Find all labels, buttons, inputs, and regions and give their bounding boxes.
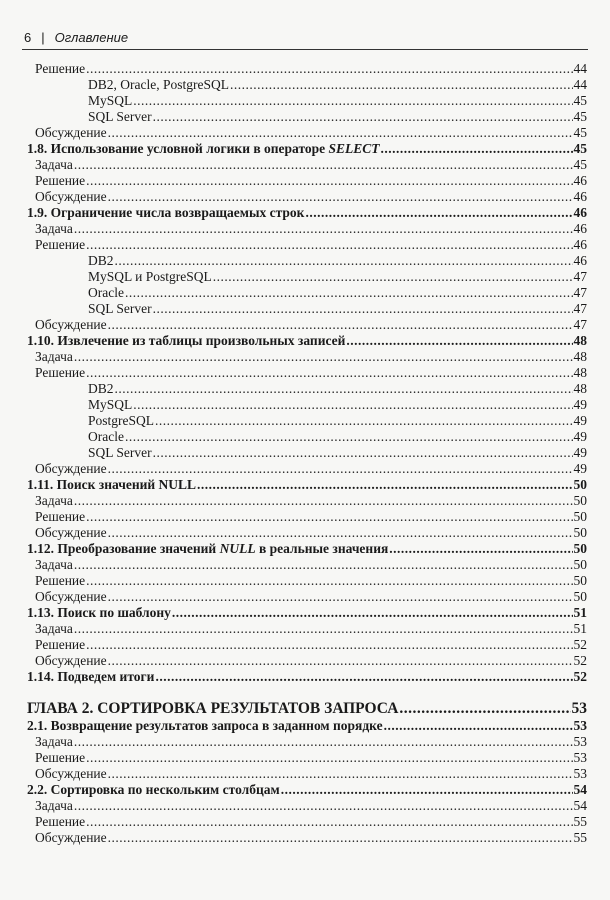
entry-page-number: 50 <box>573 525 587 540</box>
dot-leader <box>108 766 573 782</box>
dot-leader <box>305 205 572 221</box>
entry-text: 1.10. Извлечение из таблицы произвольных записей <box>27 333 346 348</box>
entry-text: ГЛАВА 2. СОРТИРОВКА РЕЗУЛЬТАТОВ ЗАПРОСА <box>27 700 399 717</box>
entry-page-number: 51 <box>573 605 587 620</box>
entry-text: 2.1. Возвращение результатов запроса в заданном порядке <box>27 718 383 733</box>
entry-title <box>35 589 107 605</box>
entry-page-number: 46 <box>573 221 587 236</box>
entry-page-number: 48 <box>573 333 587 348</box>
entry-page-number: 50 <box>573 557 587 572</box>
toc-entry <box>0 317 587 333</box>
toc-section <box>0 669 587 685</box>
entry-text: Oracle <box>88 285 124 300</box>
toc-entry <box>0 798 587 814</box>
toc-entry <box>0 173 587 189</box>
entry-page-number: 45 <box>573 141 587 156</box>
entry-title <box>88 285 124 301</box>
entry-page-number: 48 <box>573 381 587 396</box>
entry-title <box>35 525 107 541</box>
entry-title <box>88 397 132 413</box>
toc-section <box>0 477 587 493</box>
entry-title <box>35 830 107 846</box>
toc-section <box>0 782 587 798</box>
entry-title <box>35 621 73 637</box>
entry-text: Обсуждение <box>35 461 107 476</box>
running-header <box>24 30 128 45</box>
entry-text: Решение <box>35 509 86 524</box>
toc-section <box>0 205 587 221</box>
toc-entry <box>0 493 587 509</box>
toc-section <box>0 141 587 157</box>
toc-entry <box>0 445 587 461</box>
entry-text: SQL Server <box>88 445 152 460</box>
entry-text: 1.12. Преобразование значений <box>27 541 220 556</box>
entry-text: Обсуждение <box>35 830 107 845</box>
toc-entry <box>0 557 587 573</box>
entry-page-number: 49 <box>573 429 587 444</box>
entry-text: 1.8. Использование условной логики в операторе <box>27 141 329 156</box>
entry-page-number: 52 <box>573 669 587 684</box>
toc-entry <box>0 125 587 141</box>
entry-page-number: 52 <box>573 653 587 668</box>
dot-leader <box>172 605 573 621</box>
toc-entry <box>0 461 587 477</box>
toc-entry <box>0 653 587 669</box>
entry-text: Обсуждение <box>35 766 107 781</box>
entry-title <box>27 669 154 685</box>
dot-leader <box>108 317 573 333</box>
entry-title <box>88 301 152 317</box>
toc-section <box>0 718 587 734</box>
entry-page-number: 50 <box>573 541 587 556</box>
toc-entry <box>0 349 587 365</box>
entry-page-number: 52 <box>573 637 587 652</box>
entry-page-number: 54 <box>573 798 587 813</box>
entry-text: Задача <box>35 157 73 172</box>
entry-page-number: 48 <box>573 365 587 380</box>
entry-title <box>88 77 229 93</box>
entry-page-number: 45 <box>573 125 587 140</box>
dot-leader <box>155 669 572 685</box>
entry-page-number: 46 <box>573 173 587 188</box>
dot-leader <box>108 189 573 205</box>
dot-leader <box>86 61 572 77</box>
dot-leader <box>74 798 573 814</box>
entry-text: Обсуждение <box>35 317 107 332</box>
dot-leader <box>389 541 572 557</box>
dot-leader <box>74 221 573 237</box>
dot-leader <box>115 253 573 269</box>
entry-title <box>35 653 107 669</box>
entry-title <box>35 189 107 205</box>
dot-leader <box>108 653 573 669</box>
entry-page-number: 55 <box>573 814 587 829</box>
toc-entry <box>0 589 587 605</box>
entry-page-number: 53 <box>573 734 587 749</box>
entry-text-suffix: в реальные значения <box>255 541 389 556</box>
dot-leader <box>74 349 573 365</box>
entry-title <box>35 317 107 333</box>
entry-page-number: 44 <box>573 77 587 92</box>
entry-title <box>27 541 388 557</box>
entry-page-number: 47 <box>573 301 587 316</box>
dot-leader <box>153 109 573 125</box>
dot-leader <box>74 734 573 750</box>
header-rule <box>22 49 588 50</box>
toc-entry <box>0 413 587 429</box>
dot-leader <box>108 125 573 141</box>
entry-text: Решение <box>35 173 86 188</box>
toc-entry <box>0 750 587 766</box>
entry-title <box>27 333 345 349</box>
entry-text: DB2 <box>88 253 114 268</box>
entry-title <box>35 365 85 381</box>
entry-title <box>35 349 73 365</box>
entry-page-number: 47 <box>573 285 587 300</box>
entry-title <box>88 381 114 397</box>
dot-leader <box>153 445 573 461</box>
entry-text: Решение <box>35 237 86 252</box>
toc-entry <box>0 397 587 413</box>
dot-leader <box>108 461 573 477</box>
entry-text: Задача <box>35 798 73 813</box>
entry-page-number: 53 <box>573 718 587 733</box>
entry-text: Обсуждение <box>35 189 107 204</box>
dot-leader <box>125 285 573 301</box>
toc-entry <box>0 814 587 830</box>
entry-page-number: 46 <box>573 253 587 268</box>
dot-leader <box>74 621 573 637</box>
dot-leader <box>399 699 570 718</box>
dot-leader <box>381 141 573 157</box>
entry-page-number: 47 <box>573 269 587 284</box>
entry-title <box>88 253 114 269</box>
toc-entry <box>0 61 587 77</box>
entry-page-number: 53 <box>571 700 587 717</box>
entry-text: DB2 <box>88 381 114 396</box>
entry-text: Решение <box>35 61 86 76</box>
toc-entry <box>0 766 587 782</box>
entry-text: 1.11. Поиск значений NULL <box>27 477 197 492</box>
toc-entry <box>0 637 587 653</box>
entry-title <box>35 557 73 573</box>
entry-text: Решение <box>35 573 86 588</box>
entry-title <box>35 573 85 589</box>
toc-entry <box>0 573 587 589</box>
toc-entry <box>0 93 587 109</box>
entry-text: DB2, Oracle, PostgreSQL <box>88 77 229 92</box>
entry-title <box>35 734 73 750</box>
entry-title <box>27 205 304 221</box>
entry-text: Задача <box>35 734 73 749</box>
toc-entry <box>0 269 587 285</box>
entry-title <box>35 61 85 77</box>
entry-page-number: 50 <box>573 477 587 492</box>
entry-page-number: 49 <box>573 445 587 460</box>
entry-text: Решение <box>35 365 86 380</box>
dot-leader <box>86 365 572 381</box>
entry-text: MySQL <box>88 397 133 412</box>
table-of-contents <box>0 61 610 846</box>
entry-text: Задача <box>35 349 73 364</box>
dot-leader <box>86 750 572 766</box>
entry-page-number: 47 <box>573 317 587 332</box>
entry-page-number: 49 <box>573 461 587 476</box>
entry-text: Oracle <box>88 429 124 444</box>
entry-page-number: 53 <box>573 766 587 781</box>
header-title: Оглавление <box>54 30 129 45</box>
toc-entry <box>0 285 587 301</box>
entry-title <box>27 477 196 493</box>
dot-leader <box>108 589 573 605</box>
dot-leader <box>86 814 572 830</box>
toc-entry <box>0 365 587 381</box>
dot-leader <box>133 397 572 413</box>
toc-entry <box>0 301 587 317</box>
toc-entry <box>0 109 587 125</box>
entry-text: MySQL и PostgreSQL <box>88 269 212 284</box>
entry-title <box>27 605 171 621</box>
entry-emphasis: NULL <box>219 541 256 556</box>
entry-page-number: 55 <box>573 830 587 845</box>
toc-entry <box>0 157 587 173</box>
entry-page-number: 46 <box>573 237 587 252</box>
entry-text: 1.13. Поиск по шаблону <box>27 605 171 620</box>
toc-entry <box>0 830 587 846</box>
dot-leader <box>153 301 573 317</box>
dot-leader <box>125 429 573 445</box>
entry-page-number: 53 <box>573 750 587 765</box>
entry-text: SQL Server <box>88 301 152 316</box>
dot-leader <box>384 718 573 734</box>
toc-entry <box>0 525 587 541</box>
entry-page-number: 51 <box>573 621 587 636</box>
toc-chapter <box>0 699 587 718</box>
entry-text: Решение <box>35 637 86 652</box>
dot-leader <box>213 269 573 285</box>
entry-page-number: 46 <box>573 189 587 204</box>
dot-leader <box>197 477 572 493</box>
entry-title <box>35 221 73 237</box>
entry-page-number: 45 <box>573 157 587 172</box>
entry-text: Обсуждение <box>35 525 107 540</box>
toc-section <box>0 333 587 349</box>
entry-title <box>35 509 85 525</box>
dot-leader <box>74 157 573 173</box>
entry-title <box>88 109 152 125</box>
toc-entry <box>0 734 587 750</box>
entry-page-number: 48 <box>573 349 587 364</box>
entry-text: 1.14. Подведем итоги <box>27 669 155 684</box>
entry-title <box>35 461 107 477</box>
entry-text: Решение <box>35 814 86 829</box>
dot-leader <box>115 381 573 397</box>
toc-entry <box>0 237 587 253</box>
entry-title <box>27 699 398 718</box>
toc-entry <box>0 381 587 397</box>
entry-text: Обсуждение <box>35 653 107 668</box>
entry-emphasis: SELECT <box>328 141 380 156</box>
entry-text: Решение <box>35 750 86 765</box>
toc-entry <box>0 509 587 525</box>
toc-entry <box>0 221 587 237</box>
entry-page-number: 49 <box>573 413 587 428</box>
entry-text: 2.2. Сортировка по нескольким столбцам <box>27 782 280 797</box>
entry-page-number: 44 <box>573 61 587 76</box>
dot-leader <box>74 557 573 573</box>
entry-page-number: 45 <box>573 93 587 108</box>
entry-page-number: 50 <box>573 493 587 508</box>
entry-page-number: 50 <box>573 509 587 524</box>
entry-text: Задача <box>35 557 73 572</box>
entry-text: MySQL <box>88 93 133 108</box>
dot-leader <box>230 77 573 93</box>
entry-title <box>35 493 73 509</box>
entry-title <box>35 798 73 814</box>
entry-title <box>27 141 380 157</box>
entry-text: 1.9. Ограничение числа возвращаемых строк <box>27 205 305 220</box>
entry-title <box>88 429 124 445</box>
entry-title <box>35 814 85 830</box>
dot-leader <box>133 93 572 109</box>
toc-entry <box>0 621 587 637</box>
entry-title <box>27 782 280 798</box>
entry-text: Задача <box>35 221 73 236</box>
entry-title <box>88 93 132 109</box>
dot-leader <box>108 830 573 846</box>
toc-entry <box>0 189 587 205</box>
entry-title <box>88 445 152 461</box>
entry-text: PostgreSQL <box>88 413 155 428</box>
entry-page-number: 45 <box>573 109 587 124</box>
dot-leader <box>86 573 572 589</box>
entry-text: SQL Server <box>88 109 152 124</box>
toc-entry <box>0 253 587 269</box>
entry-page-number: 46 <box>573 205 587 220</box>
entry-title <box>35 125 107 141</box>
entry-title <box>35 237 85 253</box>
entry-title <box>35 637 85 653</box>
entry-text: Обсуждение <box>35 125 107 140</box>
entry-text: Задача <box>35 493 73 508</box>
dot-leader <box>108 525 573 541</box>
dot-leader <box>155 413 572 429</box>
entry-title <box>35 750 85 766</box>
dot-leader <box>86 509 572 525</box>
entry-title <box>35 766 107 782</box>
dot-leader <box>346 333 572 349</box>
entry-text: Задача <box>35 621 73 636</box>
entry-title <box>27 718 383 734</box>
entry-page-number: 49 <box>573 397 587 412</box>
dot-leader <box>86 237 572 253</box>
entry-title <box>35 173 85 189</box>
entry-title <box>88 413 154 429</box>
entry-text: Обсуждение <box>35 589 107 604</box>
dot-leader <box>281 782 573 798</box>
header-separator: | <box>41 30 45 45</box>
page-number: 6 <box>24 30 32 45</box>
entry-title <box>88 269 212 285</box>
entry-page-number: 50 <box>573 573 587 588</box>
entry-title <box>35 157 73 173</box>
toc-entry <box>0 429 587 445</box>
dot-leader <box>74 493 573 509</box>
dot-leader <box>86 173 572 189</box>
toc-section <box>0 605 587 621</box>
entry-page-number: 54 <box>573 782 587 797</box>
toc-entry <box>0 77 587 93</box>
dot-leader <box>86 637 572 653</box>
toc-section <box>0 541 587 557</box>
entry-page-number: 50 <box>573 589 587 604</box>
